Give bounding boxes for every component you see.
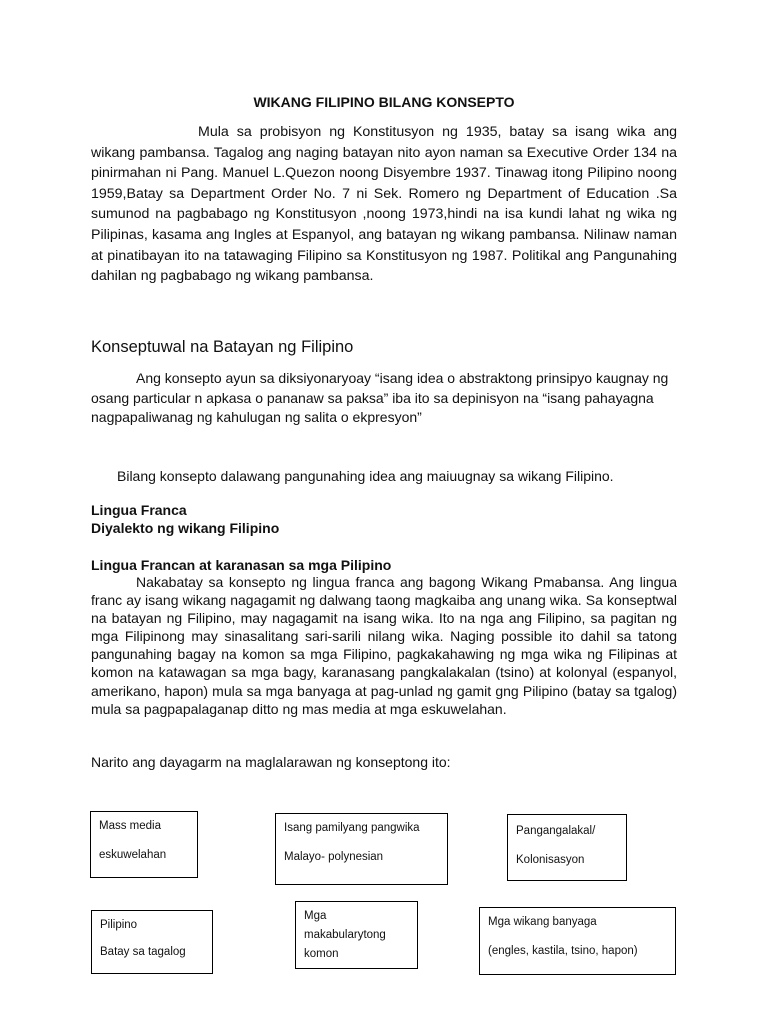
idea-lingua-franca: Lingua Franca — [91, 502, 187, 518]
box-pangangalakal-line1: Pangangalakal/ — [516, 825, 596, 837]
box-wikang-banyaga-line2: (engles, kastila, tsino, hapon) — [488, 945, 638, 957]
ideas-sentence: Bilang konsepto dalawang pangunahing idea ang maiuugnay sa wikang Filipino. — [117, 468, 614, 484]
diagram-box-wikang-banyaga — [479, 907, 676, 975]
document-title: WIKANG FILIPINO BILANG KONSEPTO — [253, 94, 515, 110]
lingua-franca-paragraph-text: Nakabatay sa konsepto ng lingua franca ang bagong Wikang Pmabansa. Ang lingua franc ay isang wikang nagagamit ng dalwang taong magkaiba ang unang wika. Sa konseptwal na batayan ng Filipino, may nagagamit na isang wika. Ito na nga ang Filipino, sa pagitan ng mga Filipinong may sinasalitang sari-sarili nilang wika. Naging possible ito dahil sa tatong pangunahing bagay na komon sa mga Filipino, pagkakahawing ng mga wika ng Filipinas at komon na katawagan sa mga bagy, karanasang pangkalakalan (tsino) at kolonyal (espanyol, amerikano, hapon) mula sa mga banyaga at pag-unlad ng gamit gng Pilipino (batay sa tgalog) mula sa pagpapalaganap ditto ng mas media at mga eskuwelahan. — [91, 574, 677, 717]
box-wikang-banyaga-line1: Mga wikang banyaga — [488, 916, 597, 928]
box-makabularyo-line3: komon — [304, 948, 339, 960]
subheading-lingua-franca: Lingua Francan at karanasan sa mga Pilipino — [91, 557, 392, 573]
diagram-box-pangangalakal — [507, 814, 627, 881]
box-pilipino-line2: Batay sa tagalog — [100, 946, 186, 958]
intro-paragraph-text: Mula sa probisyon ng Konstitusyon ng 1935, batay sa isang wika ang wikang pambansa. Tagalog ang naging batayan nito ayon naman sa Executive Order 134 na pinirmahan ni Pang. Manuel L.Quezon noong Disyembre 1937. Tinawag itong Pilipino noong 1959,Batay sa Department Order No. 7 ni Sek. Romero ng Department of Education .Sa sumunod na pagbabago ng Konstitusyon ,noong 1973,hindi na isa kundi lahat ng wika ng Pilipinas, kasama ang Ingles at Espanyol, ang batayan ng wikang pambansa. Nilinaw naman at pinatibayan ito na tatawaging Filipino sa Konstitusyon ng 1987. Politikal ang Pangunahing dahilan ng pagbabago ng wikang pambansa. — [91, 124, 677, 285]
section-heading: Konseptuwal na Batayan ng Filipino — [91, 338, 354, 356]
diagram-box-pilipino — [91, 910, 213, 974]
diagram-box-makabularyo — [295, 901, 418, 969]
box-mass-media-line1: Mass media — [99, 820, 161, 832]
box-mass-media-line2: eskuwelahan — [99, 849, 167, 861]
intro-paragraph — [91, 122, 677, 287]
box-pangangalakal-line2: Kolonisasyon — [516, 854, 585, 866]
idea-diyalekto: Diyalekto ng wikang Filipino — [91, 520, 280, 536]
box-pamilya-line1: Isang pamilyang pangwika — [284, 822, 420, 834]
box-pilipino-line1: Pilipino — [100, 919, 138, 931]
diagram-box-mass-media — [90, 811, 198, 878]
box-pamilya-line2: Malayo- polynesian — [284, 851, 384, 863]
definition-paragraph-text: Ang konsepto ayun sa diksiyonaryoay “isang idea o abstraktong prinsipyo kaugnay ng osang particular n apkasa o pananaw sa paksa” iba ito sa depinisyon na “isang pahayagna nagpapaliwanag ng kahulugan ng salita o ekpresyon” — [91, 370, 669, 425]
box-makabularyo-line1: Mga — [304, 910, 327, 922]
definition-paragraph — [91, 369, 677, 428]
lingua-franca-paragraph — [91, 573, 677, 718]
box-makabularyo-line2: makabularytong — [304, 929, 386, 941]
diagram-intro: Narito ang dayagarm na maglalarawan ng konseptong ito: — [91, 754, 451, 770]
diagram-box-pamilya — [275, 813, 448, 885]
